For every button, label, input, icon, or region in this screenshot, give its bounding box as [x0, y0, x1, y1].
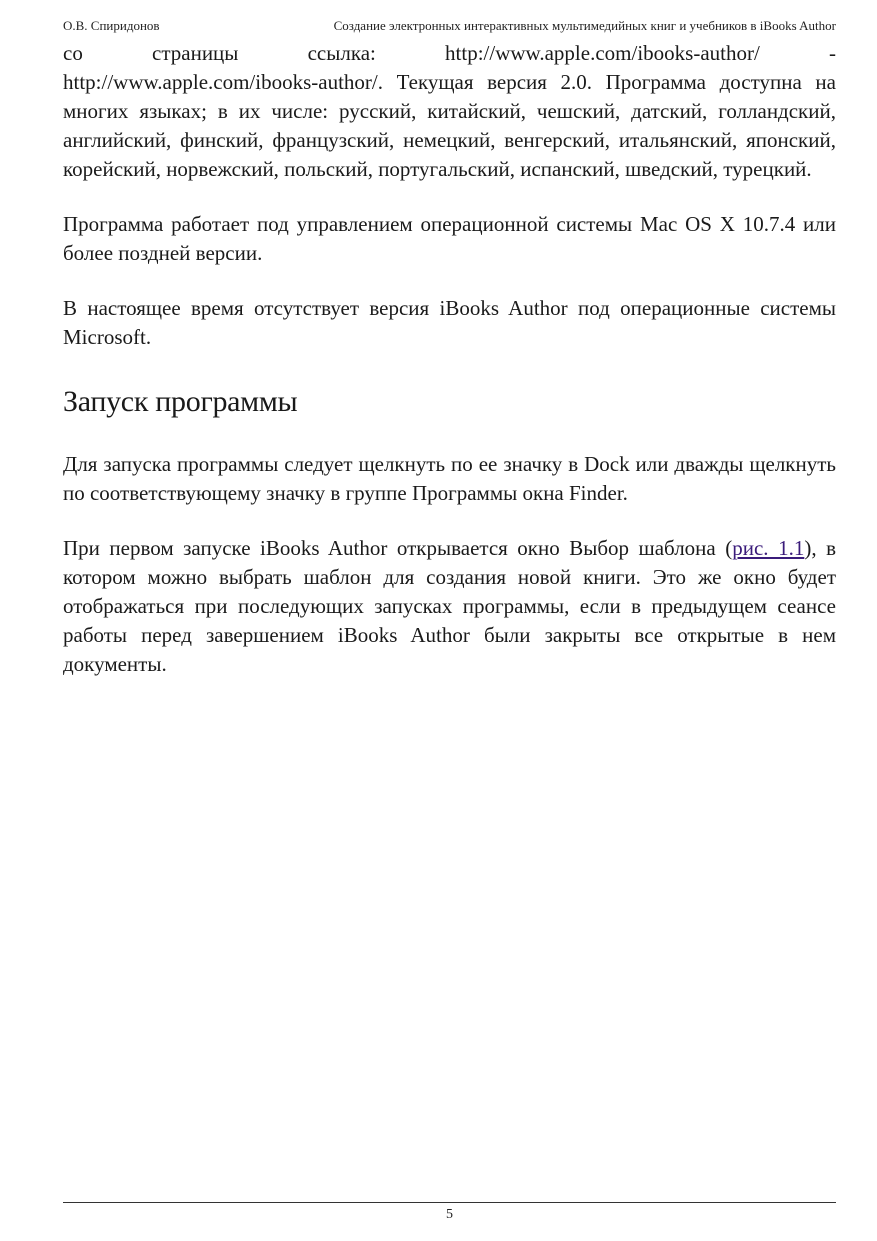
header-book-title: Создание электронных интерактивных мультимедийных книг и учебников в iBooks Author: [333, 18, 836, 33]
paragraph-languages-first-line: со страницы ссылка: http://www.apple.com/ibooks-author/ -: [63, 41, 836, 65]
header-author: О.В. Спиридонов: [63, 18, 160, 33]
paragraph-launch: Для запуска программы следует щелкнуть по ее значку в Dock или дважды щелкнуть по соответствующему значку в группе Программы окна Finder.: [63, 452, 836, 505]
footer-divider: [63, 1202, 836, 1203]
page-number: 5: [446, 1207, 453, 1222]
paragraph-first-run-start: При первом запуске iBooks Author открывается окно Выбор шаблона (: [63, 536, 733, 560]
page-body: [63, 39, 836, 705]
paragraph-os-requirement: Программа работает под управлением операционной системы Mac OS X 10.7.4 или более поздней версии.: [63, 212, 836, 265]
paragraph-first-run: [63, 534, 836, 679]
section-heading: Запуск программы: [63, 385, 298, 418]
paragraph-first-run-end: ), в котором можно выбрать шаблон для создания новой книги. Это же окно будет отображаться при последующих запусках программы, если в предыдущем сеансе работы перед завершением iBooks Author были закрыты все открытые в нем документы.: [63, 536, 836, 676]
paragraph-languages-rest: http://www.apple.com/ibooks-author/. Текущая версия 2.0. Программа доступна на многих языках; в их числе: русский, китайский, чешский, датский, голландский, английский, финский, французский, немецкий, венгерский, итальянский, японский, корейский, норвежский, польский, португальский, испанский, шведский, турецкий.: [63, 70, 836, 181]
paragraph-languages: [63, 39, 836, 184]
figure-link[interactable]: рис. 1.1: [732, 536, 805, 560]
page-header: [63, 16, 836, 36]
paragraph-microsoft: В настоящее время отсутствует версия iBooks Author под операционные системы Microsoft.: [63, 296, 836, 349]
